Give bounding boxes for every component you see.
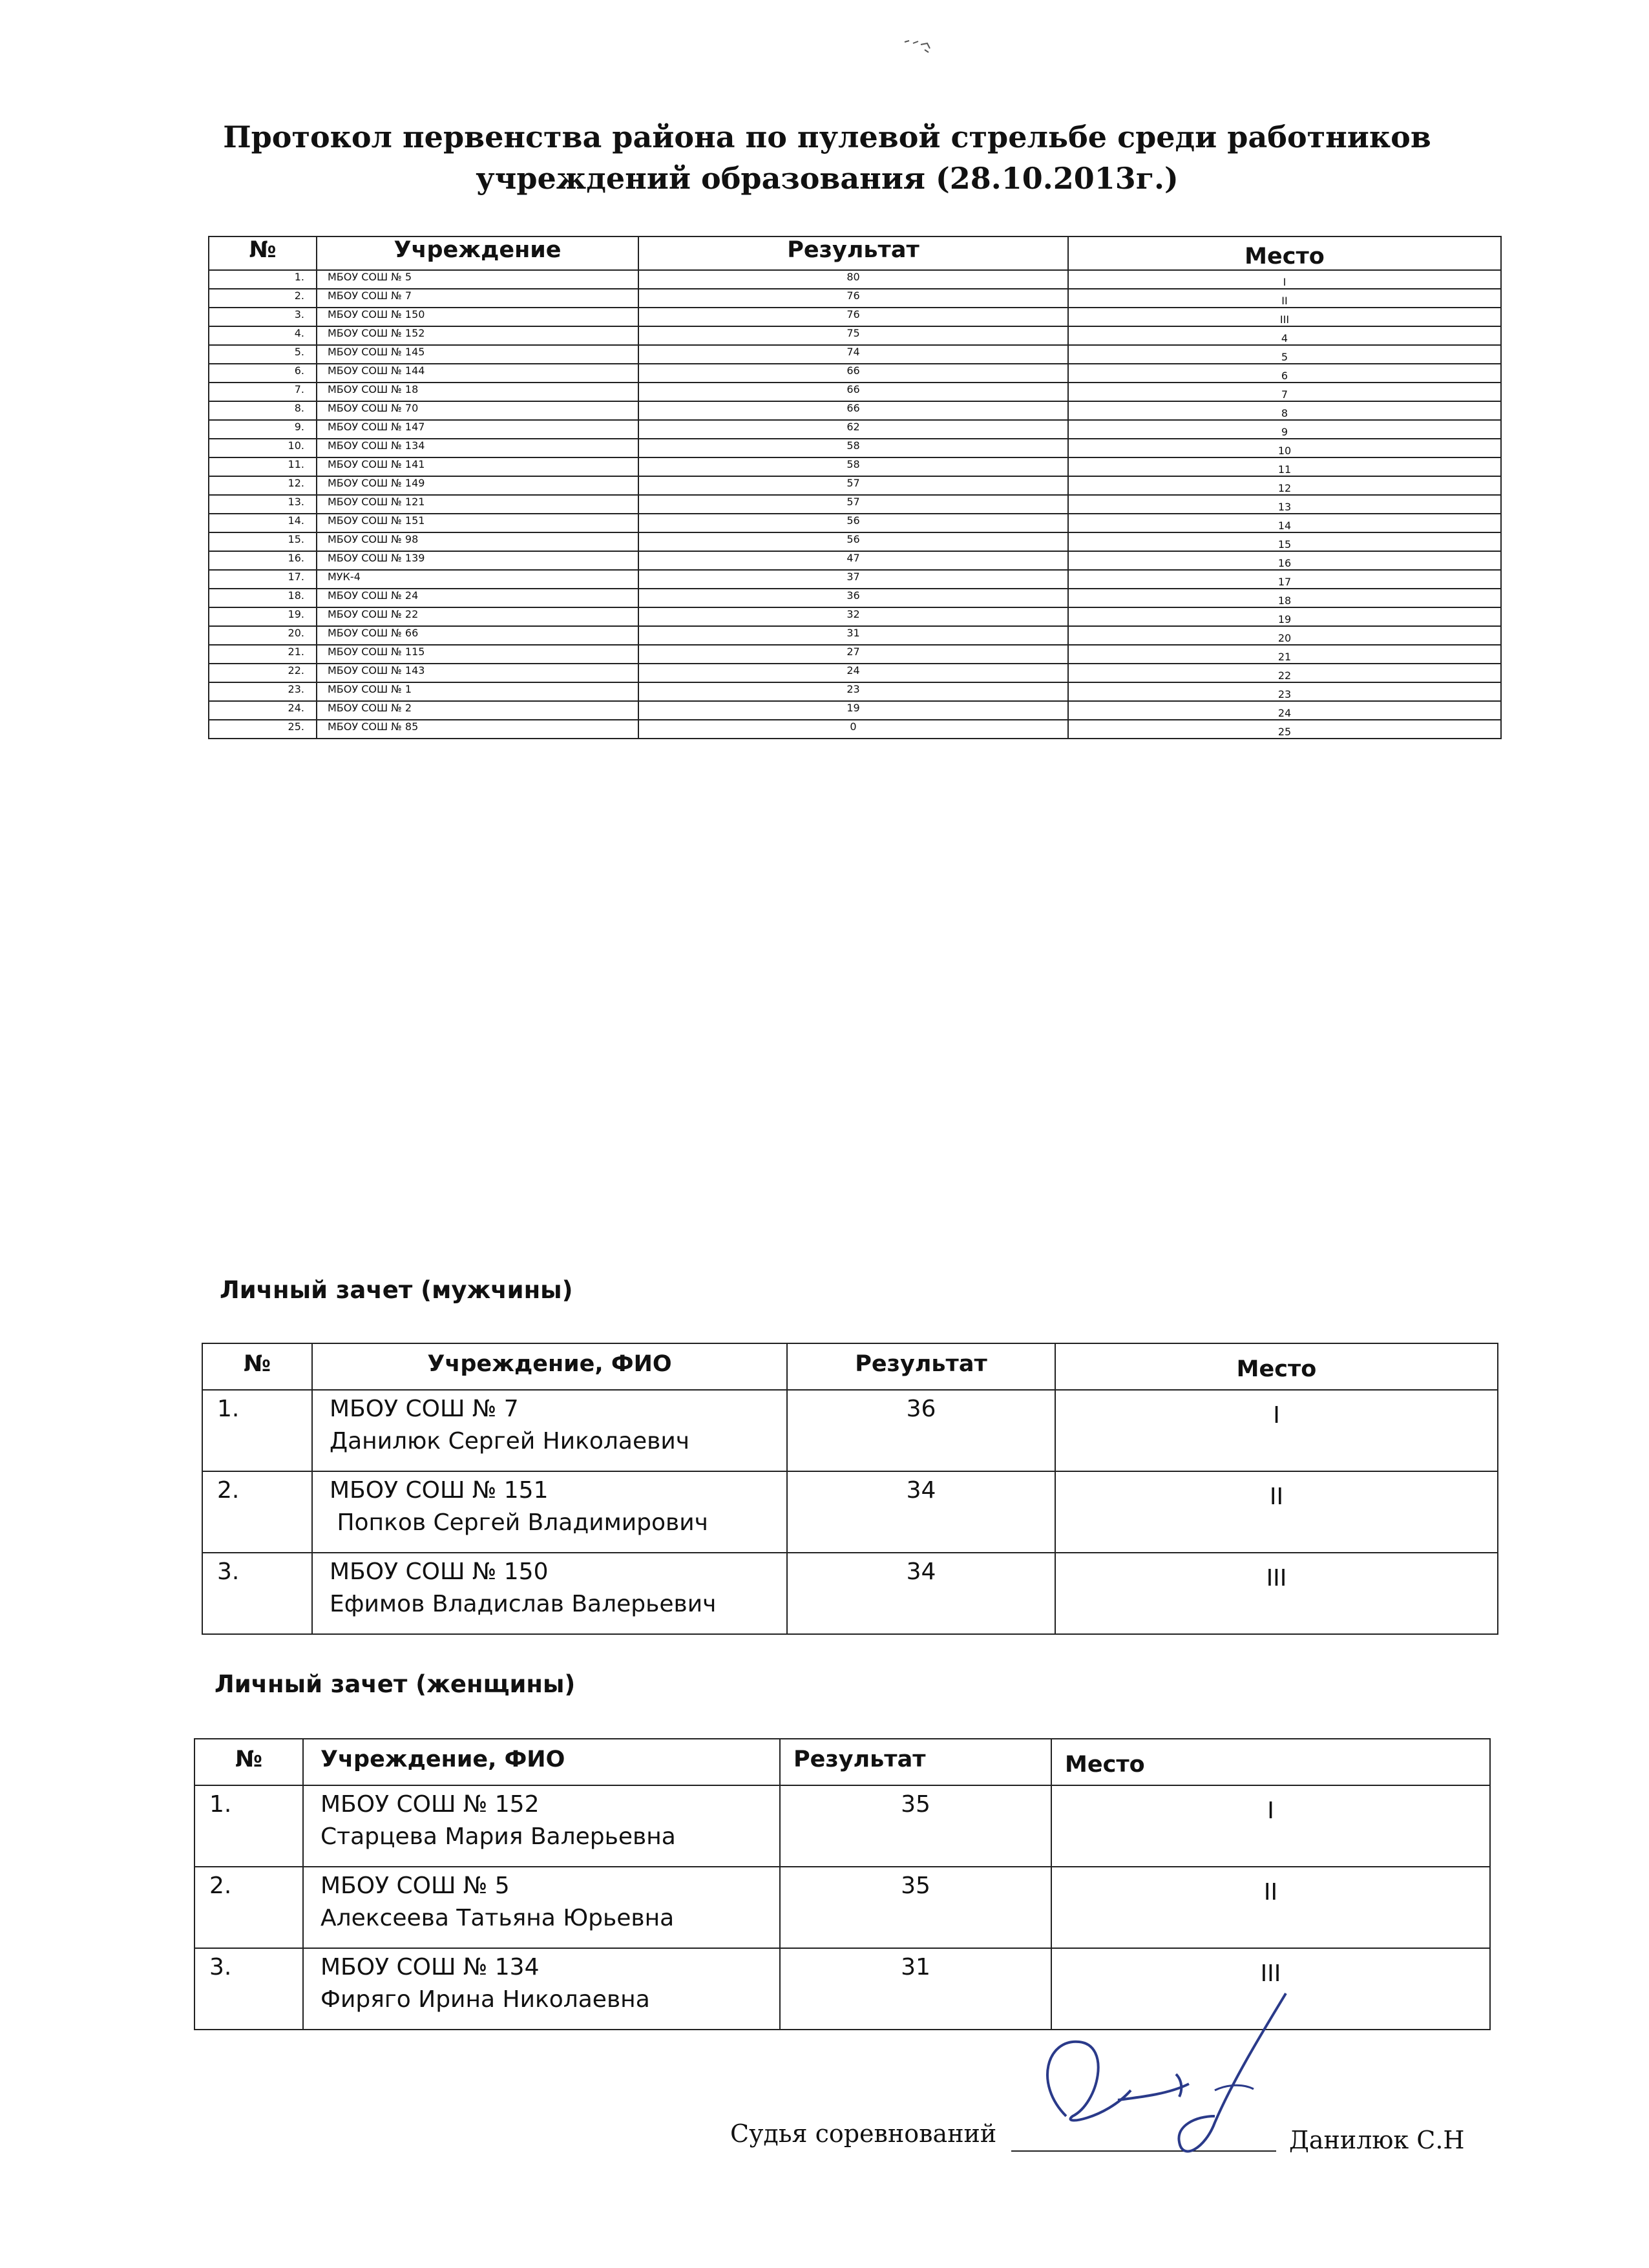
place-value: 24 [1068,701,1501,720]
table-row [209,664,1501,682]
table-row [209,270,1501,289]
result-value: 74 [638,345,1068,364]
result-value: 66 [638,364,1068,383]
place-value: 21 [1068,645,1501,664]
institution-name: МУК-4 [317,570,638,589]
person-name: Старцева Мария Валерьевна [320,1823,676,1850]
institution-and-person [303,1867,780,1948]
institution-name: МБОУ СОШ № 98 [317,532,638,551]
place-value: 11 [1068,457,1501,476]
table-row [194,1785,1490,1867]
institution-name: МБОУ СОШ № 150 [317,308,638,326]
row-number: 11. [209,457,317,476]
place-value: 4 [1068,326,1501,345]
result-value: 58 [638,439,1068,457]
table-row [209,551,1501,570]
men-section-title: Личный зачет (мужчины) [220,1276,573,1304]
row-number: 1. [209,270,317,289]
institution-name: МБОУ СОШ № 149 [317,476,638,495]
person-name: Алексеева Татьяна Юрьевна [320,1905,675,1931]
table-row [209,345,1501,364]
row-number: 18. [209,589,317,607]
row-number: 2. [202,1471,312,1553]
institution-name: МБОУ СОШ № 145 [317,345,638,364]
table-row [209,289,1501,308]
judge-name: Данилюк С.Н [1289,2126,1465,2154]
row-number: 21. [209,645,317,664]
table-row [209,326,1501,345]
header-place: Место [1055,1343,1498,1390]
result-value: 58 [638,457,1068,476]
result-value: 27 [638,645,1068,664]
row-number: 25. [209,720,317,739]
header-result: Результат [787,1343,1055,1390]
place-value: 9 [1068,420,1501,439]
table-row [209,364,1501,383]
result-value: 36 [787,1390,1055,1471]
table-row [209,383,1501,401]
table-row [202,1390,1498,1471]
result-value: 37 [638,570,1068,589]
table-row [202,1471,1498,1553]
row-number: 3. [194,1948,303,2030]
place-value: 5 [1068,345,1501,364]
result-value: 34 [787,1471,1055,1553]
table-row [209,439,1501,457]
institution-name: МБОУ СОШ № 5 [320,1873,510,1899]
result-value: 76 [638,289,1068,308]
institution-name: МБОУ СОШ № 134 [317,439,638,457]
women-section-title: Личный зачет (женщины) [215,1670,576,1698]
row-number: 2. [209,289,317,308]
table-row [209,701,1501,720]
institution-name: МБОУ СОШ № 7 [317,289,638,308]
row-number: 4. [209,326,317,345]
result-value: 76 [638,308,1068,326]
place-value: II [1051,1867,1490,1948]
person-name: Данилюк Сергей Николаевич [330,1428,689,1454]
institution-name: МБОУ СОШ № 151 [330,1477,549,1504]
table-header-row [202,1343,1498,1390]
result-value: 56 [638,532,1068,551]
institution-name: МБОУ СОШ № 1 [317,682,638,701]
result-value: 24 [638,664,1068,682]
table-row [209,645,1501,664]
result-value: 19 [638,701,1068,720]
place-value: 7 [1068,383,1501,401]
institution-name: МБОУ СОШ № 18 [317,383,638,401]
institution-name: МБОУ СОШ № 150 [330,1559,549,1585]
row-number: 20. [209,626,317,645]
header-number: № [194,1739,303,1785]
table-row [209,720,1501,739]
header-institution: Учреждение [317,236,638,270]
table-row [202,1553,1498,1634]
row-number: 3. [202,1553,312,1634]
table-row [209,457,1501,476]
result-value: 47 [638,551,1068,570]
institution-name: МБОУ СОШ № 139 [317,551,638,570]
row-number: 24. [209,701,317,720]
table-row [194,1867,1490,1948]
place-value: 19 [1068,607,1501,626]
header-institution-name: Учреждение, ФИО [303,1739,780,1785]
institution-and-person [312,1471,787,1553]
institution-and-person [312,1390,787,1471]
table-row [209,420,1501,439]
table-row [209,495,1501,514]
result-value: 75 [638,326,1068,345]
row-number: 14. [209,514,317,532]
institution-name: МБОУ СОШ № 152 [317,326,638,345]
institution-name: МБОУ СОШ № 70 [317,401,638,420]
result-value: 62 [638,420,1068,439]
result-value: 66 [638,401,1068,420]
place-value: I [1055,1390,1498,1471]
header-result: Результат [638,236,1068,270]
row-number: 17. [209,570,317,589]
row-number: 23. [209,682,317,701]
place-value: 25 [1068,720,1501,739]
institution-name: МБОУ СОШ № 121 [317,495,638,514]
header-number: № [209,236,317,270]
result-value: 34 [787,1553,1055,1634]
result-value: 57 [638,476,1068,495]
page-title: Протокол первенства района по пулевой стрельбе среди работников учреждений образования (28.10.2013г.) [223,120,1431,196]
institution-name: МБОУ СОШ № 134 [320,1954,540,1980]
table-row [209,570,1501,589]
place-value: 14 [1068,514,1501,532]
place-value: 17 [1068,570,1501,589]
place-value: 13 [1068,495,1501,514]
result-value: 31 [638,626,1068,645]
institution-name: МБОУ СОШ № 115 [317,645,638,664]
judge-label: Судья соревнований [730,2119,997,2148]
row-number: 7. [209,383,317,401]
row-number: 2. [194,1867,303,1948]
row-number: 3. [209,308,317,326]
result-value: 0 [638,720,1068,739]
row-number: 8. [209,401,317,420]
place-value: 16 [1068,551,1501,570]
place-value: 10 [1068,439,1501,457]
institution-and-person [303,1948,780,2030]
row-number: 13. [209,495,317,514]
institution-name: МБОУ СОШ № 7 [330,1396,519,1422]
table-header-row [209,236,1501,270]
header-institution-name: Учреждение, ФИО [312,1343,787,1390]
result-value: 35 [780,1785,1051,1867]
result-value: 32 [638,607,1068,626]
table-row [209,476,1501,495]
row-number: 15. [209,532,317,551]
scan-speck [901,36,940,55]
institution-name: МБОУ СОШ № 2 [317,701,638,720]
place-value: 6 [1068,364,1501,383]
row-number: 9. [209,420,317,439]
person-name: Фиряго Ирина Николаевна [320,1986,650,2013]
table-row [209,589,1501,607]
table-row [209,626,1501,645]
row-number: 1. [202,1390,312,1471]
row-number: 19. [209,607,317,626]
institution-name: МБОУ СОШ № 85 [317,720,638,739]
place-value: II [1055,1471,1498,1553]
person-name: Ефимов Владислав Валерьевич [330,1591,717,1617]
institution-name: МБОУ СОШ № 141 [317,457,638,476]
institution-name: МБОУ СОШ № 5 [317,270,638,289]
place-value: 23 [1068,682,1501,701]
place-value: III [1051,1948,1490,2030]
institution-and-person [303,1785,780,1867]
institution-name: МБОУ СОШ № 22 [317,607,638,626]
institution-name: МБОУ СОШ № 66 [317,626,638,645]
men-results-table [202,1343,1498,1635]
place-value: 12 [1068,476,1501,495]
institution-name: МБОУ СОШ № 24 [317,589,638,607]
place-value: I [1051,1785,1490,1867]
row-number: 12. [209,476,317,495]
person-name: Попков Сергей Владимирович [330,1509,708,1536]
institution-name: МБОУ СОШ № 144 [317,364,638,383]
table-row [209,532,1501,551]
row-number: 1. [194,1785,303,1867]
place-value: 22 [1068,664,1501,682]
row-number: 5. [209,345,317,364]
result-value: 66 [638,383,1068,401]
place-value: 18 [1068,589,1501,607]
institution-name: МБОУ СОШ № 151 [317,514,638,532]
row-number: 22. [209,664,317,682]
place-value: 8 [1068,401,1501,420]
place-value: I [1068,270,1501,289]
row-number: 6. [209,364,317,383]
place-value: III [1068,308,1501,326]
result-value: 36 [638,589,1068,607]
institution-and-person [312,1553,787,1634]
team-results-table [208,236,1502,739]
row-number: 16. [209,551,317,570]
table-row [209,682,1501,701]
place-value: II [1068,289,1501,308]
header-place: Место [1068,236,1501,270]
result-value: 56 [638,514,1068,532]
header-number: № [202,1343,312,1390]
header-place: Место [1051,1739,1490,1785]
institution-name: МБОУ СОШ № 147 [317,420,638,439]
table-row [209,607,1501,626]
table-header-row [194,1739,1490,1785]
table-row [209,514,1501,532]
place-value: 20 [1068,626,1501,645]
institution-name: МБОУ СОШ № 152 [320,1791,540,1818]
result-value: 23 [638,682,1068,701]
result-value: 31 [780,1948,1051,2030]
result-value: 57 [638,495,1068,514]
result-value: 80 [638,270,1068,289]
institution-name: МБОУ СОШ № 143 [317,664,638,682]
table-row [209,308,1501,326]
place-value: 15 [1068,532,1501,551]
table-row [209,401,1501,420]
place-value: III [1055,1553,1498,1634]
result-value: 35 [780,1867,1051,1948]
handwritten-signature [1021,1987,1312,2174]
row-number: 10. [209,439,317,457]
header-result: Результат [780,1739,1051,1785]
